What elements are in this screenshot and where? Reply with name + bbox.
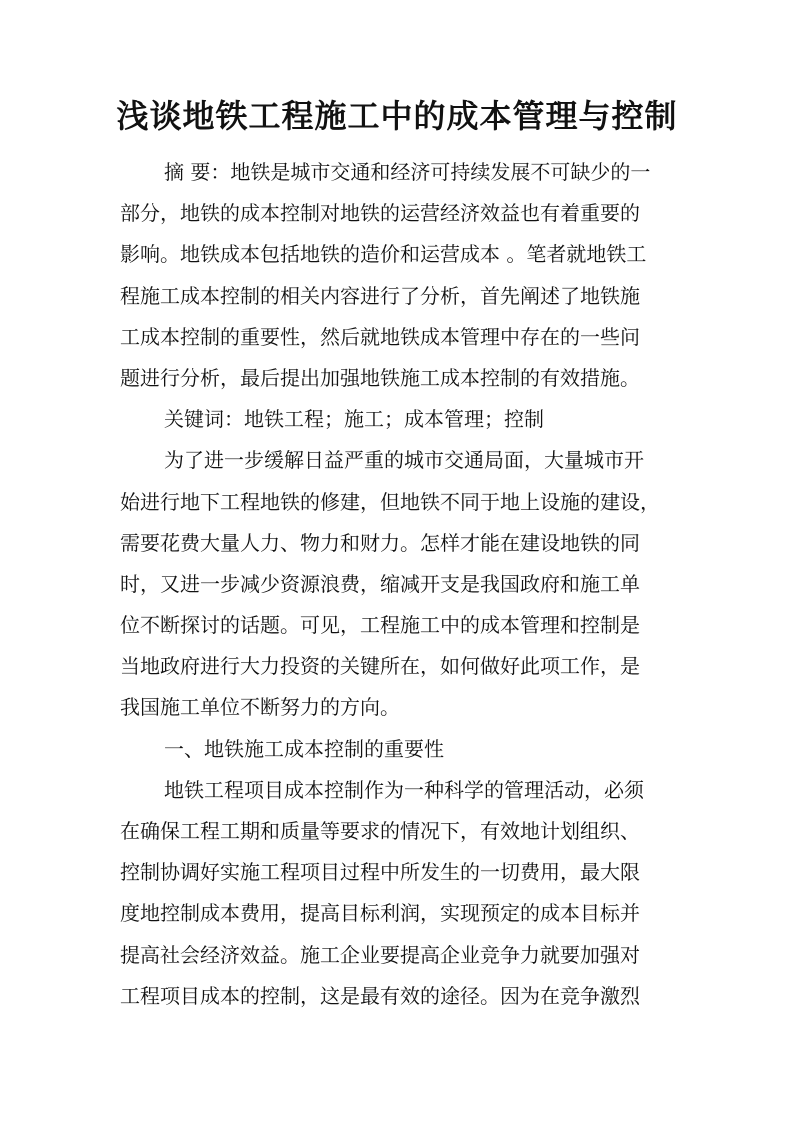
- section-line: 控制协调好实施工程项目过程中所发生的一切费用，最大限: [120, 860, 640, 885]
- intro-line: 当地政府进行大力投资的关键所在，如何做好此项工作，是: [120, 654, 640, 679]
- intro-line: 需要花费大量人力、物力和财力。怎样才能在建设地铁的同: [120, 530, 640, 555]
- abstract-line: 影响。地铁成本包括地铁的造价和运营成本 。笔者就地铁工: [120, 242, 647, 267]
- abstract-line: 部分，地铁的成本控制对地铁的运营经济效益也有着重要的: [120, 201, 640, 226]
- section-line: 提高社会经济效益。施工企业要提高企业竞争力就要加强对: [120, 942, 640, 967]
- section-line: 度地控制成本费用，提高目标利润，实现预定的成本目标并: [120, 901, 640, 926]
- document-body: [120, 152, 700, 1017]
- intro-line: 位不断探讨的话题。可见，工程施工中的成本管理和控制是: [120, 613, 640, 638]
- section-line: 工程项目成本的控制，这是最有效的途径。因为在竞争激烈: [120, 983, 640, 1008]
- intro-line: 时，又进一步减少资源浪费，缩减开支是我国政府和施工单: [120, 571, 640, 596]
- keywords-line: 关键词：地铁工程；施工；成本管理；控制: [164, 407, 544, 432]
- abstract-line: 工成本控制的重要性，然后就地铁成本管理中存在的一些问: [120, 324, 640, 349]
- intro-line: 始进行地下工程地铁的修建，但地铁不同于地上设施的建设，: [120, 489, 660, 514]
- document-title: 浅谈地铁工程施工中的成本管理与控制: [116, 97, 678, 135]
- intro-line: 为了进一步缓解日益严重的城市交通局面，大量城市开: [164, 448, 644, 473]
- section-heading: 一、地铁施工成本控制的重要性: [164, 736, 444, 761]
- abstract-line: 程施工成本控制的相关内容进行了分析，首先阐述了地铁施: [120, 283, 640, 308]
- abstract-line: 题进行分析，最后提出加强地铁施工成本控制的有效措施。: [120, 365, 640, 390]
- section-line: 在确保工程工期和质量等要求的情况下，有效地计划组织、: [120, 819, 640, 843]
- intro-line: 我国施工单位不断努力的方向。: [120, 695, 400, 720]
- abstract-line: 摘 要：地铁是城市交通和经济可持续发展不可缺少的一: [164, 160, 651, 184]
- section-line: 地铁工程项目成本控制作为一种科学的管理活动，必须: [164, 777, 644, 802]
